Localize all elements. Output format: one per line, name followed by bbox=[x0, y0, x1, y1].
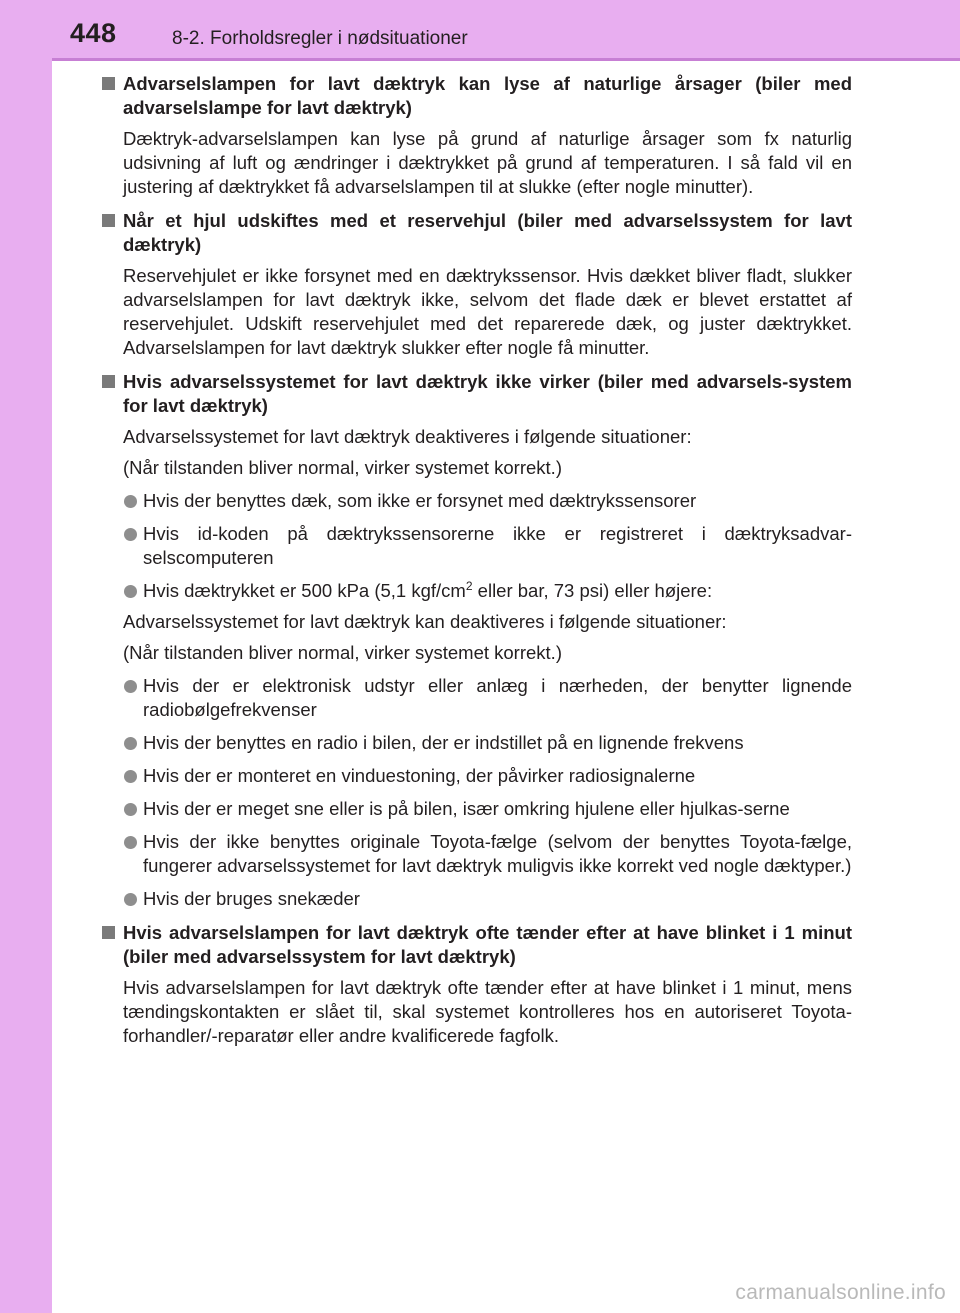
list-item bbox=[101, 674, 852, 722]
superscript: 2 bbox=[465, 579, 473, 593]
section-heading bbox=[101, 72, 852, 120]
list-item-text: Hvis der benyttes en radio i bilen, der er indstillet på en lignende frekvens bbox=[143, 732, 744, 753]
heading-text: Advarselslampen for lavt dæktryk kan lyse af naturlige årsager (biler med advarselslampe for lavt dæktryk) bbox=[123, 73, 852, 118]
body-paragraph: (Når tilstanden bliver normal, virker systemet korrekt.) bbox=[123, 642, 562, 663]
circle-bullet-icon bbox=[124, 495, 137, 508]
section-heading bbox=[101, 921, 852, 969]
section-heading bbox=[101, 209, 852, 257]
circle-bullet-icon bbox=[124, 836, 137, 849]
circle-bullet-icon bbox=[124, 528, 137, 541]
square-bullet-icon bbox=[102, 77, 115, 90]
body-paragraph: Dæktryk-advarselslampen kan lyse på grund af naturlige årsager som fx naturlig udsivning af luft og ændringer i dæktrykket på grund af temperaturen. I så fald vil en justering af dæktrykket få advarselslampen til at slukke (efter nogle minutter). bbox=[123, 128, 852, 197]
list-item-text: Hvis der er meget sne eller is på bilen, især omkring hjulene eller hjulkas-serne bbox=[143, 798, 790, 819]
circle-bullet-icon bbox=[124, 585, 137, 598]
list-item-text-part: eller bar, 73 psi) eller højere: bbox=[472, 580, 713, 601]
header-rule bbox=[52, 58, 960, 61]
list-item bbox=[101, 797, 852, 821]
section-title: 8-2. Forholdsregler i nødsituationer bbox=[172, 28, 468, 49]
page-content bbox=[101, 72, 852, 1048]
list-item-text: Hvis der er elektronisk udstyr eller anlæg i nærheden, der benytter lignende radiobølgefrekvenser bbox=[143, 675, 852, 720]
watermark[interactable]: carmanualsonline.info bbox=[735, 1281, 946, 1304]
side-tab bbox=[0, 0, 52, 1313]
square-bullet-icon bbox=[102, 375, 115, 388]
list-item-text: Hvis der er monteret en vinduestoning, der påvirker radiosignalerne bbox=[143, 765, 696, 786]
body-paragraph: (Når tilstanden bliver normal, virker systemet korrekt.) bbox=[123, 457, 562, 478]
list-item-text: Hvis der bruges snekæder bbox=[143, 888, 360, 909]
list-item-text: Hvis der benyttes dæk, som ikke er forsynet med dæktrykssensorer bbox=[143, 490, 697, 511]
circle-bullet-icon bbox=[124, 803, 137, 816]
list-item bbox=[101, 489, 852, 513]
circle-bullet-icon bbox=[124, 680, 137, 693]
circle-bullet-icon bbox=[124, 737, 137, 750]
square-bullet-icon bbox=[102, 926, 115, 939]
section-heading bbox=[101, 370, 852, 418]
heading-text: Når et hjul udskiftes med et reservehjul (biler med advarselssystem for lavt dæktryk) bbox=[123, 210, 852, 255]
page-number: 448 bbox=[70, 18, 117, 48]
body-paragraph: Hvis advarselslampen for lavt dæktryk ofte tænder efter at have blinket i 1 minut, mens tændingskontakten er slået til, skal systemet kontrolleres hos en autoriseret Toyota-forhandler/-reparatør eller andre kvalificerede fagfolk. bbox=[123, 977, 852, 1046]
heading-text: Hvis advarselslampen for lavt dæktryk ofte tænder efter at have blinket i 1 minut (biler med advarselssystem for lavt dæktryk) bbox=[123, 922, 852, 967]
list-item-text: Hvis id-koden på dæktrykssensorerne ikke er registreret i dæktryksadvar-selscomputeren bbox=[143, 523, 852, 568]
list-item bbox=[101, 830, 852, 878]
circle-bullet-icon bbox=[124, 770, 137, 783]
body-paragraph: Advarselssystemet for lavt dæktryk deaktiveres i følgende situationer: bbox=[123, 426, 692, 447]
circle-bullet-icon bbox=[124, 893, 137, 906]
list-item bbox=[101, 731, 852, 755]
list-item bbox=[101, 522, 852, 570]
body-paragraph: Advarselssystemet for lavt dæktryk kan deaktiveres i følgende situationer: bbox=[123, 611, 727, 632]
heading-text: Hvis advarselssystemet for lavt dæktryk ikke virker (biler med advarsels-system for lavt dæktryk) bbox=[123, 371, 852, 416]
body-paragraph: Reservehjulet er ikke forsynet med en dæktrykssensor. Hvis dækket bliver fladt, slukker advarselslampen for lavt dæktryk ikke, selvom det flade dæk er blevet erstattet af reservehjulet. Udskift reservehjulet med det reparerede dæk, og juster dæktrykket. Advarselslampen for lavt dæktryk slukker efter nogle få minutter. bbox=[123, 265, 852, 358]
list-item-text-part: Hvis dæktrykket er 500 kPa (5,1 kgf/cm bbox=[143, 580, 466, 601]
square-bullet-icon bbox=[102, 214, 115, 227]
list-item bbox=[101, 764, 852, 788]
list-item bbox=[101, 887, 852, 911]
list-item-text: Hvis der ikke benyttes originale Toyota-fælge (selvom der benyttes Toyota-fælge, fungerer advarselssystemet for lavt dæktryk muligvis ikke korrekt ved nogle dæktyper.) bbox=[143, 831, 852, 876]
header-band bbox=[0, 0, 960, 58]
list-item bbox=[101, 579, 852, 603]
